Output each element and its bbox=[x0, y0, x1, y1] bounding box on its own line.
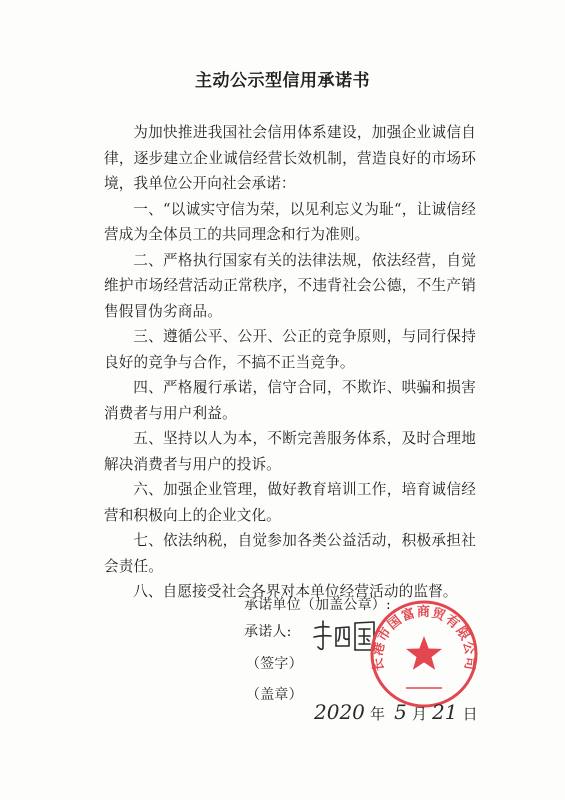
date-year-char: 年 bbox=[370, 705, 386, 723]
handwritten-date bbox=[314, 700, 478, 724]
paragraph-1: 一、“以诚实守信为荣，以见利忘义为耻“，让诚信经营成为全体员工的共同理念和行为准则。 bbox=[104, 200, 476, 243]
signing-person-label: 承诺人: bbox=[244, 624, 292, 640]
paragraph-7: 七、依法纳税，自觉参加各类公益活动，积极承担社会责任。 bbox=[104, 532, 476, 575]
paragraph-4: 四、严格履行承诺，信守合同，不欺诈、哄骗和损害消费者与用户利益。 bbox=[104, 379, 476, 422]
stamp-label: （盖章） bbox=[246, 687, 303, 703]
date-month: 5 bbox=[394, 700, 407, 724]
date-day-char: 日 bbox=[462, 705, 478, 723]
paragraph-2: 二、严格执行国家有关的法律法规，依法经营，自觉维护市场经营活动正常秩序，不违背社会公德，不生产销售假冒伪劣商品。 bbox=[104, 251, 476, 320]
page-title: 主动公示型信用承诺书 bbox=[195, 71, 370, 91]
paragraph-8: 八、自愿接受社会各界对本单位经营活动的监督。 bbox=[133, 583, 458, 600]
document-body bbox=[104, 120, 476, 605]
date-day: 21 bbox=[432, 700, 458, 724]
date-month-char: 月 bbox=[411, 705, 427, 723]
paragraph-6: 六、加强企业管理，做好教育培训工作，培育诚信经营和积极向上的企业文化。 bbox=[104, 481, 476, 524]
paragraph-intro: 为加快推进我国社会信用体系建设，加强企业诚信自律，逐步建立企业诚信经营长效机制，营造良好的市场环境，我单位公开向社会承诺： bbox=[104, 124, 476, 192]
company-seal bbox=[368, 598, 480, 714]
date-year: 2020 bbox=[314, 700, 365, 724]
paragraph-3: 三、遵循公平、公开、公正的竞争原则，与同行保持良好的竞争与合作，不搞不正当竞争。 bbox=[104, 328, 476, 371]
signature-label: （签字） bbox=[246, 656, 303, 672]
svg-text:长港市国富商贸有限公司: 长港市国富商贸有限公司 bbox=[370, 605, 478, 672]
paragraph-5: 五、坚持以人为本，不断完善服务体系，及时合理地解决消费者与用户的投诉。 bbox=[104, 430, 476, 473]
signing-unit-label: 承诺单位（加盖公章）: bbox=[244, 597, 391, 613]
